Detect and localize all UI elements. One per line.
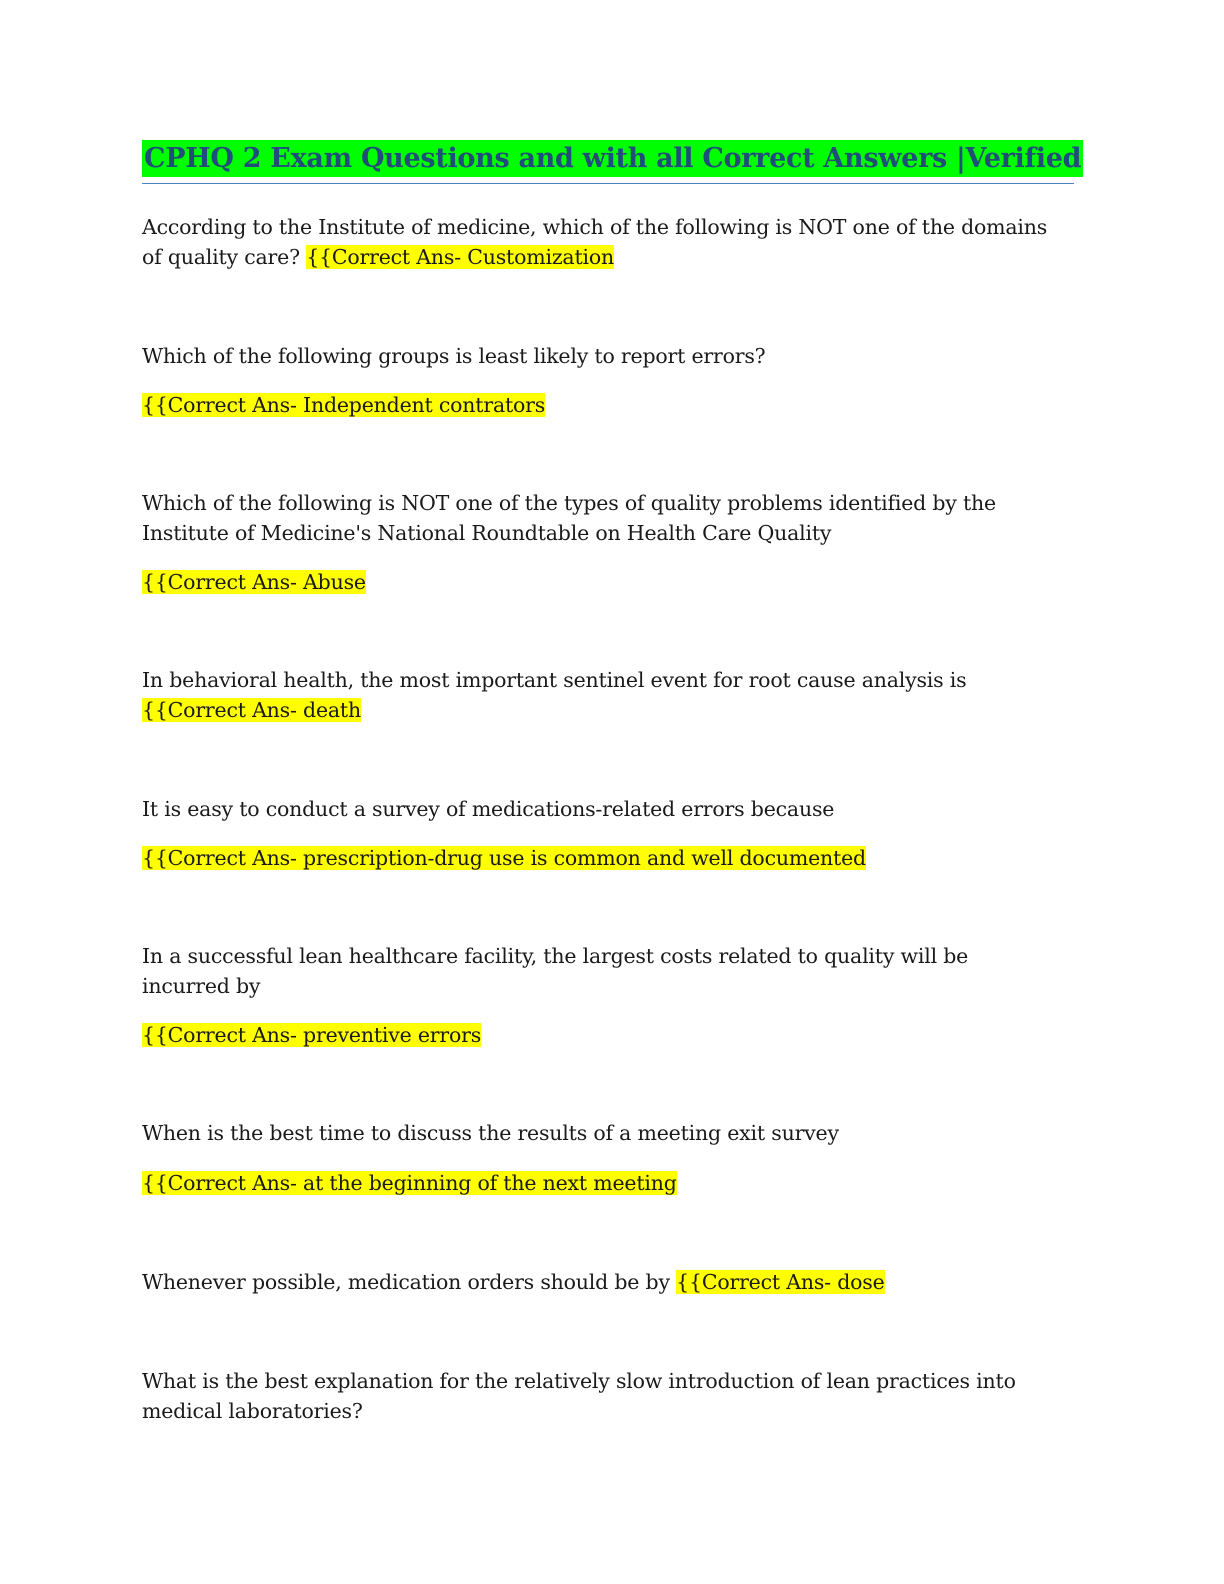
question-text: Whenever possible, medication orders should be by	[142, 1270, 677, 1294]
answer-3	[142, 567, 1062, 597]
answer-text: {{Correct Ans- Customization	[306, 245, 614, 269]
question-text: It is easy to conduct a survey of medications-related errors because	[142, 797, 835, 821]
document-title: CPHQ 2 Exam Questions and with all Correct Answers |Verified	[142, 140, 1083, 177]
question-text: In behavioral health, the most important sentinel event for root cause analysis is	[142, 668, 967, 692]
answer-text: {{Correct Ans- preventive errors	[142, 1023, 482, 1047]
qa-item-8	[142, 1267, 1062, 1297]
question-3	[142, 488, 1062, 548]
title-underline-rule	[142, 183, 1074, 184]
answer-text: {{Correct Ans- Independent contrators	[142, 393, 546, 417]
title-container	[142, 140, 1082, 177]
question-text: Which of the following groups is least likely to report errors?	[142, 344, 766, 368]
qa-item-1	[142, 212, 1062, 272]
question-2	[142, 341, 1062, 371]
question-7	[142, 1118, 1062, 1148]
answer-text: {{Correct Ans- death	[142, 698, 361, 722]
answer-text: {{Correct Ans- dose	[676, 1270, 885, 1294]
question-text: What is the best explanation for the relatively slow introduction of lean practices into medical laboratories?	[142, 1369, 1016, 1423]
question-text: Which of the following is NOT one of the types of quality problems identified by the Institute of Medicine's National Roundtable on Health Care Quality	[142, 491, 996, 545]
answer-5	[142, 843, 1062, 873]
answer-text: {{Correct Ans- at the beginning of the next meeting	[142, 1171, 677, 1195]
answer-2	[142, 390, 1062, 420]
question-text: When is the best time to discuss the results of a meeting exit survey	[142, 1121, 839, 1145]
answer-text: {{Correct Ans- prescription-drug use is common and well documented	[142, 846, 866, 870]
answer-4	[142, 695, 1062, 725]
question-text: In a successful lean healthcare facility, the largest costs related to quality will be incurred by	[142, 944, 969, 998]
question-text: According to the Institute of medicine, which of the following is NOT one of the domains of quality care?	[142, 215, 1048, 269]
question-9	[142, 1366, 1062, 1426]
question-6	[142, 941, 1062, 1001]
answer-6	[142, 1020, 1062, 1050]
question-4	[142, 665, 1062, 695]
question-5	[142, 794, 1062, 824]
answer-7	[142, 1168, 1062, 1198]
answer-text: {{Correct Ans- Abuse	[142, 570, 366, 594]
